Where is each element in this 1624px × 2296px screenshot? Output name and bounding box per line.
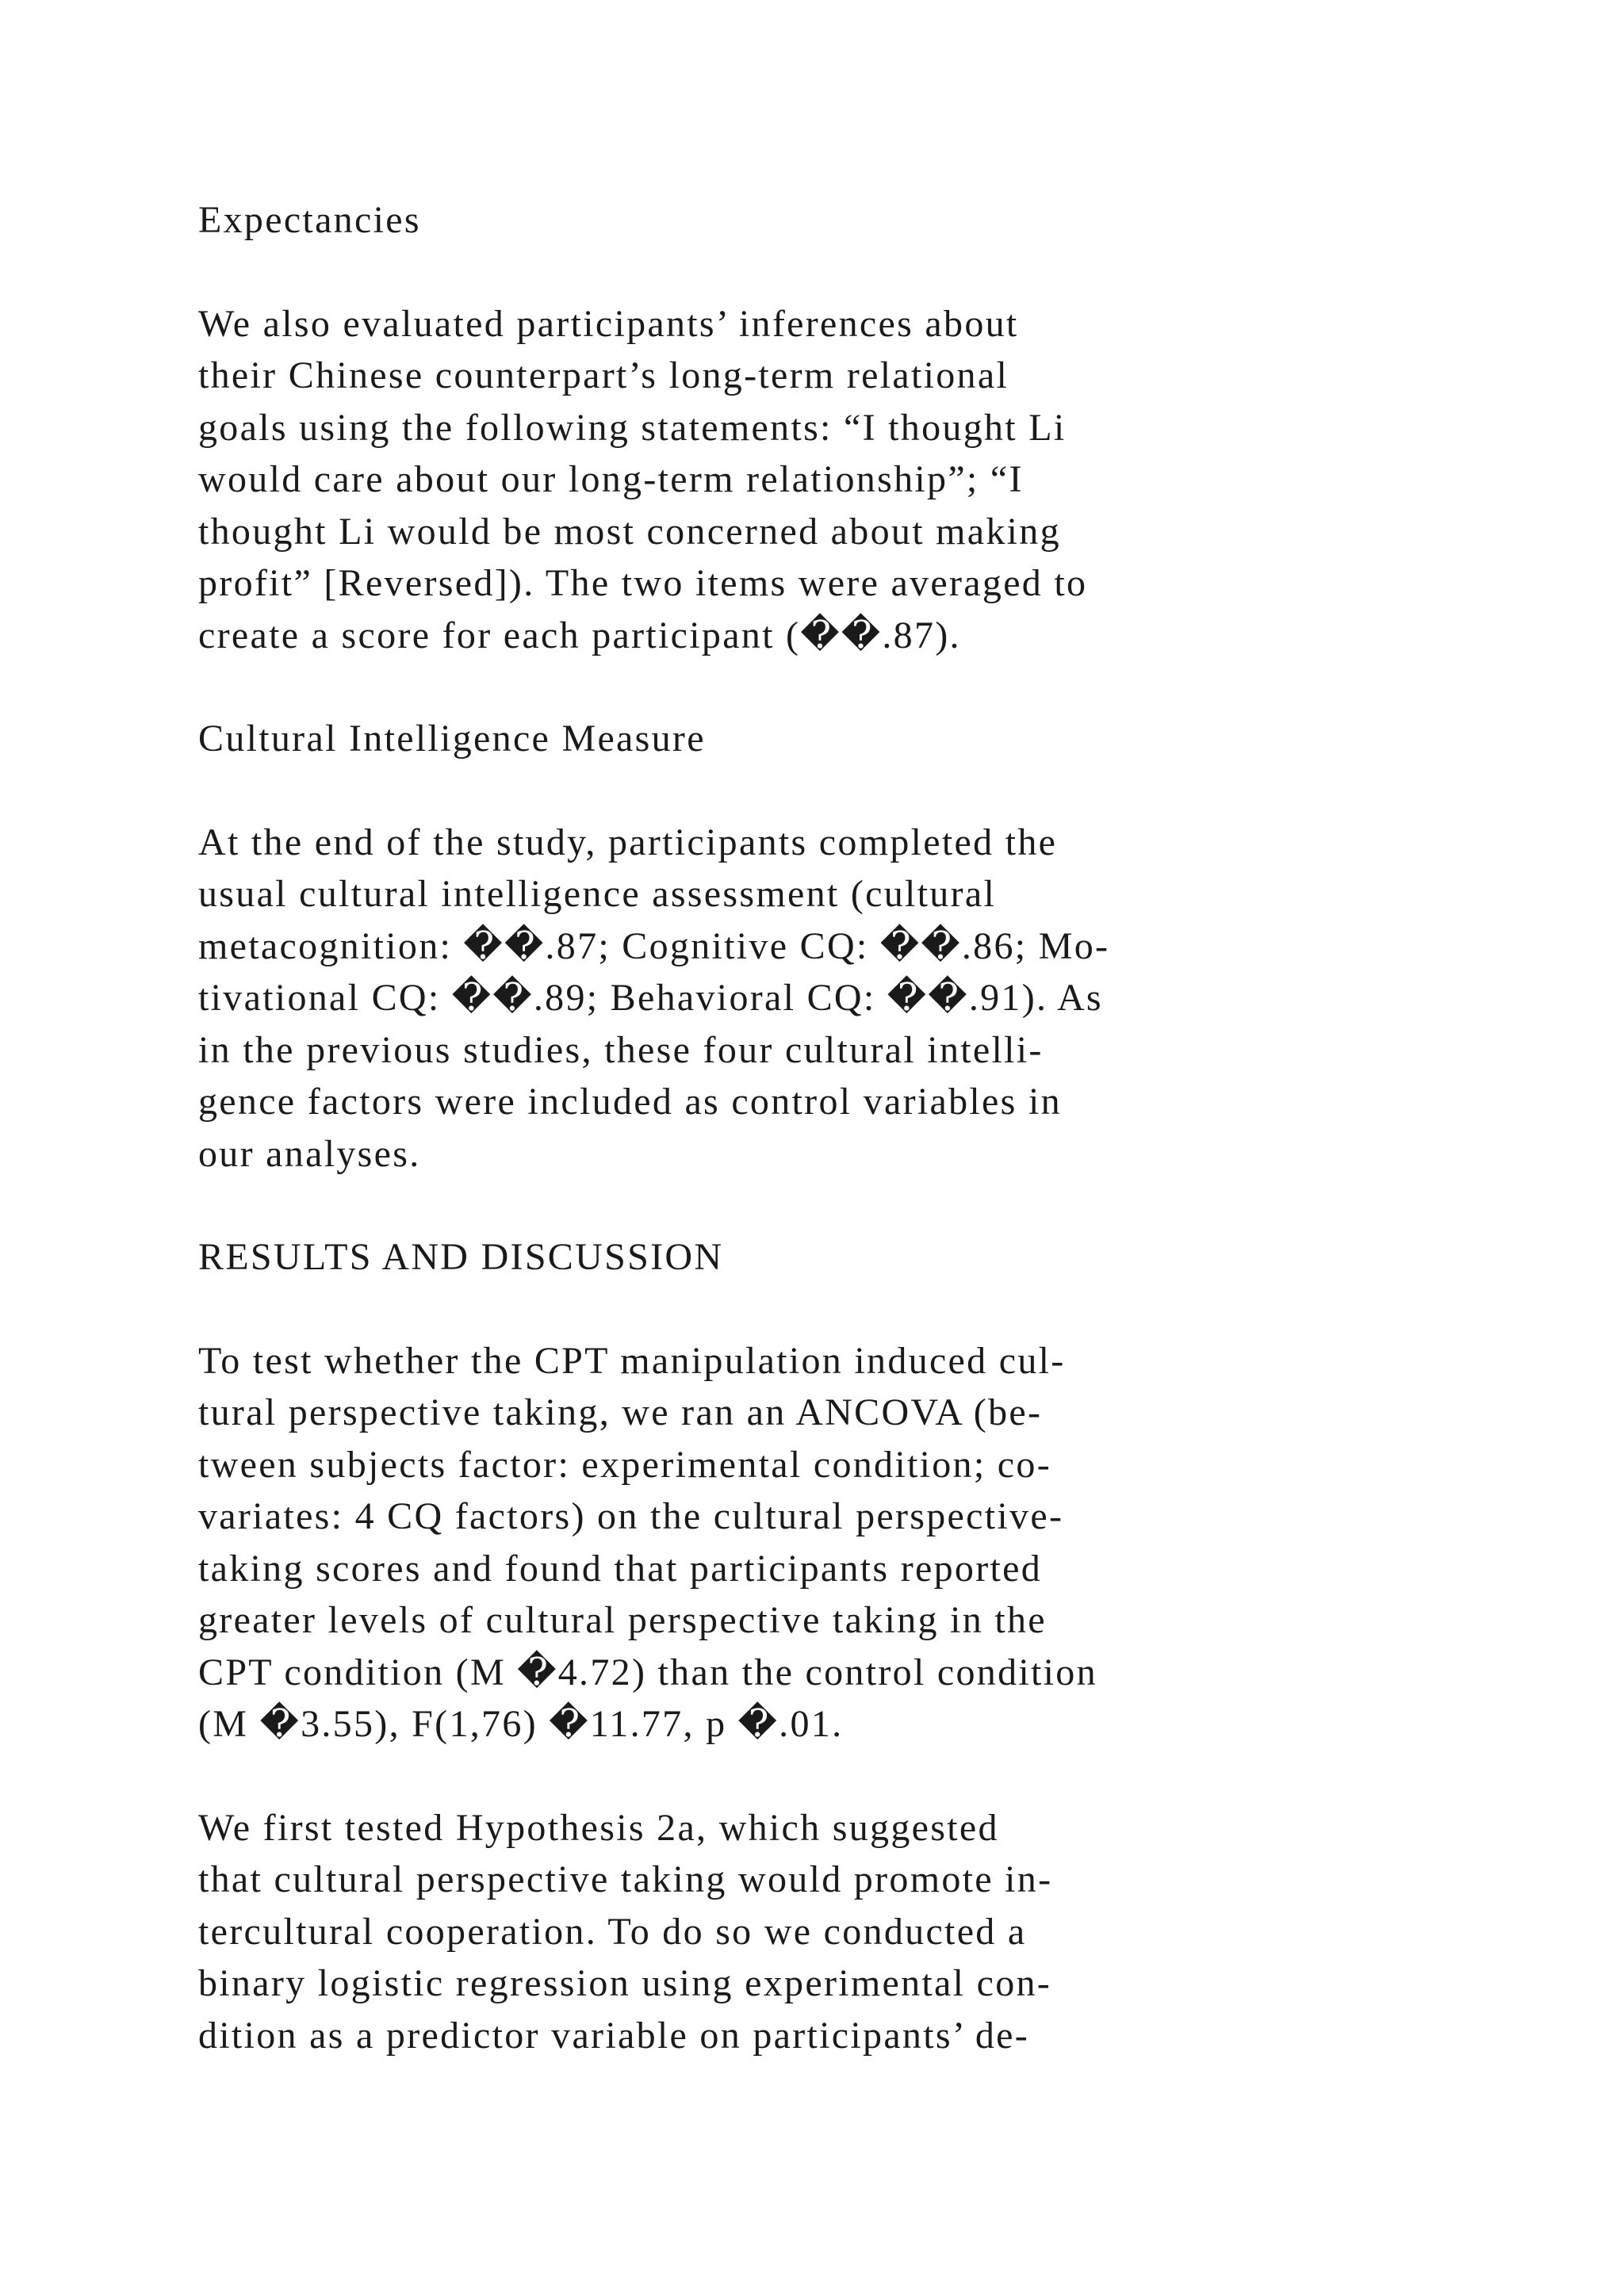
section-heading-cultural-intelligence: Cultural Intelligence Measure bbox=[198, 718, 706, 760]
text-line: that cultural perspective taking would promote in- bbox=[198, 1858, 1053, 1900]
text-line: We also evaluated participants’ inferences about bbox=[198, 302, 1019, 345]
text-line: their Chinese counterpart’s long-term relational bbox=[198, 354, 1009, 396]
paragraph-results-2 bbox=[198, 1802, 1507, 2062]
paragraph-cultural-intelligence bbox=[198, 817, 1507, 1181]
text-line: tural perspective taking, we ran an ANCOVA (be- bbox=[198, 1391, 1043, 1433]
text-line: dition as a predictor variable on participants’ de- bbox=[198, 2014, 1030, 2057]
paragraph-expectancies bbox=[198, 298, 1507, 662]
text-line: metacognition: ��.87; Cognitive CQ: ��.86; Mo- bbox=[198, 924, 1110, 967]
text-line: binary logistic regression using experimental con- bbox=[198, 1962, 1052, 2004]
text-line: CPT condition (M �4.72) than the control condition bbox=[198, 1651, 1097, 1693]
text-line: our analyses. bbox=[198, 1132, 421, 1175]
document-page bbox=[198, 194, 1507, 2113]
text-line: We first tested Hypothesis 2a, which suggested bbox=[198, 1806, 999, 1849]
text-line: To test whether the CPT manipulation induced cul- bbox=[198, 1339, 1066, 1382]
section-heading-expectancies: Expectancies bbox=[198, 199, 421, 241]
section-heading-results: RESULTS AND DISCUSSION bbox=[198, 1236, 724, 1278]
text-line: gence factors were included as control variables in bbox=[198, 1081, 1062, 1123]
text-line: thought Li would be most concerned about making bbox=[198, 510, 1061, 553]
text-line: create a score for each participant (��.87). bbox=[198, 614, 961, 656]
text-line: tercultural cooperation. To do so we conducted a bbox=[198, 1910, 1027, 1953]
text-line: in the previous studies, these four cultural intelli- bbox=[198, 1028, 1044, 1071]
text-line: taking scores and found that participants reported bbox=[198, 1547, 1043, 1590]
paragraph-results-1 bbox=[198, 1335, 1507, 1751]
text-line: would care about our long-term relationship”; “I bbox=[198, 458, 1024, 500]
text-line: tivational CQ: ��.89; Behavioral CQ: ��.91). As bbox=[198, 977, 1103, 1019]
text-line: At the end of the study, participants completed the bbox=[198, 821, 1058, 863]
text-line: (M �3.55), F(1,76) �11.77, p �.01. bbox=[198, 1703, 844, 1745]
text-line: usual cultural intelligence assessment (cultural bbox=[198, 873, 997, 915]
text-line: goals using the following statements: “I thought Li bbox=[198, 406, 1067, 449]
text-line: greater levels of cultural perspective taking in the bbox=[198, 1599, 1047, 1641]
text-line: profit” [Reversed]). The two items were averaged to bbox=[198, 562, 1088, 604]
text-line: tween subjects factor: experimental condition; co- bbox=[198, 1443, 1051, 1486]
text-line: variates: 4 CQ factors) on the cultural perspective- bbox=[198, 1495, 1064, 1537]
